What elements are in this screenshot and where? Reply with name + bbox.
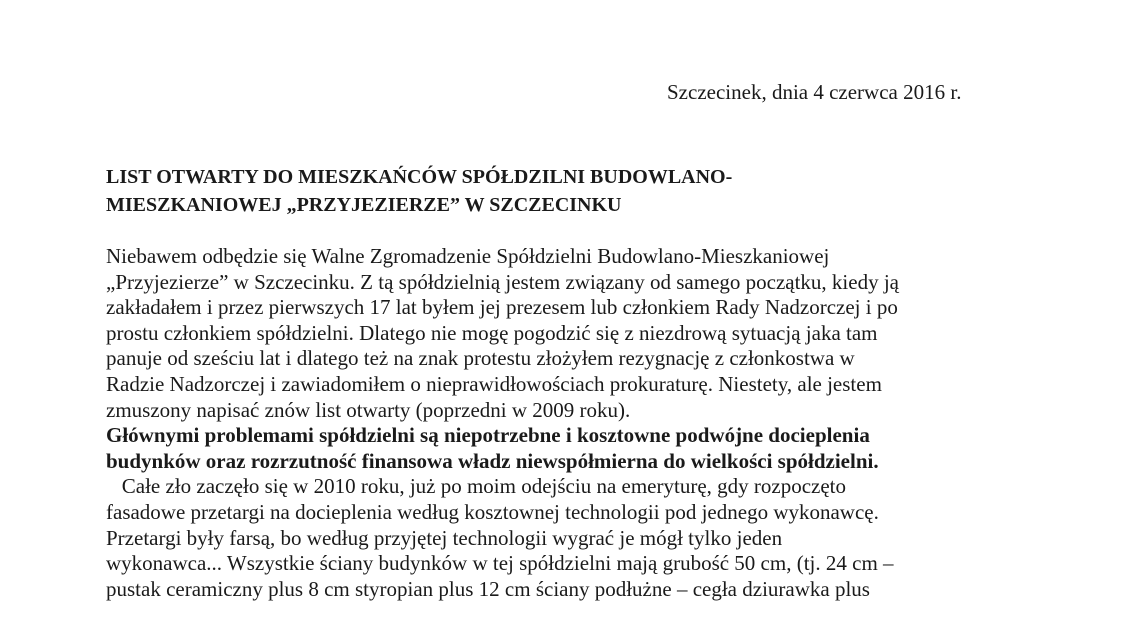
- body-line: zmuszony napisać znów list otwarty (poprzedni w 2009 roku).: [106, 397, 631, 422]
- body-bold-line: Głównymi problemami spółdzielni są niepotrzebne i kosztowne podwójne docieplenia: [106, 423, 870, 448]
- body-line: panuje od sześciu lat i dlatego też na znak protestu złożyłem rezygnację z członkostwa w: [106, 346, 855, 371]
- body-line: Radzie Nadzorczej i zawiadomiłem o nieprawidłowościach prokuraturę. Niestety, ale jestem: [106, 371, 882, 396]
- body-line: Niebawem odbędzie się Walne Zgromadzenie Spółdzielni Budowlano-Mieszkaniowej: [106, 244, 830, 268]
- body-line: pustak ceramiczny plus 8 cm styropian plus 12 cm ściany podłużne – cegła dziurawka plus: [106, 576, 870, 601]
- body-line: zakładałem i przez pierwszych 17 lat byłem jej prezesem lub członkiem Rady Nadzorczej i po: [106, 295, 898, 320]
- body-line: Całe zło zaczęło się w 2010 roku, już po moim odejściu na emeryturę, gdy rozpoczęto: [106, 474, 847, 499]
- body-bold-line: budynków oraz rozrzutność finansowa władz niewspółmierna do wielkości spółdzielni.: [106, 448, 879, 473]
- letter-date: Szczecinek, dnia 4 czerwca 2016 r.: [667, 80, 962, 104]
- title-line: MIESZKANIOWEJ „PRZYJEZIERZE” W SZCZECINKU: [106, 194, 622, 216]
- body-line: fasadowe przetargi na docieplenia według kosztownej technologii pod jednego wykonawcę.: [106, 499, 879, 524]
- title-line: LIST OTWARTY DO MIESZKAŃCÓW SPÓŁDZILNI BUDOWLANO-: [106, 166, 733, 188]
- letter-body: [106, 244, 1026, 602]
- body-line: wykonawca... Wszystkie ściany budynków w tej spółdzielni mają grubość 50 cm, (tj. 24 cm –: [106, 551, 894, 576]
- body-line: prostu członkiem spółdzielni. Dlatego nie mogę pogodzić się z niezdrową sytuacją jaka tam: [106, 320, 878, 345]
- body-line: „Przyjezierze” w Szczecinku. Z tą spółdzielnią jestem związany od samego początku, kiedy ją: [106, 269, 899, 294]
- body-line: Przetargi były farsą, bo według przyjętej technologii wygrać je mógł tylko jeden: [106, 525, 783, 550]
- letter-title: [106, 163, 732, 219]
